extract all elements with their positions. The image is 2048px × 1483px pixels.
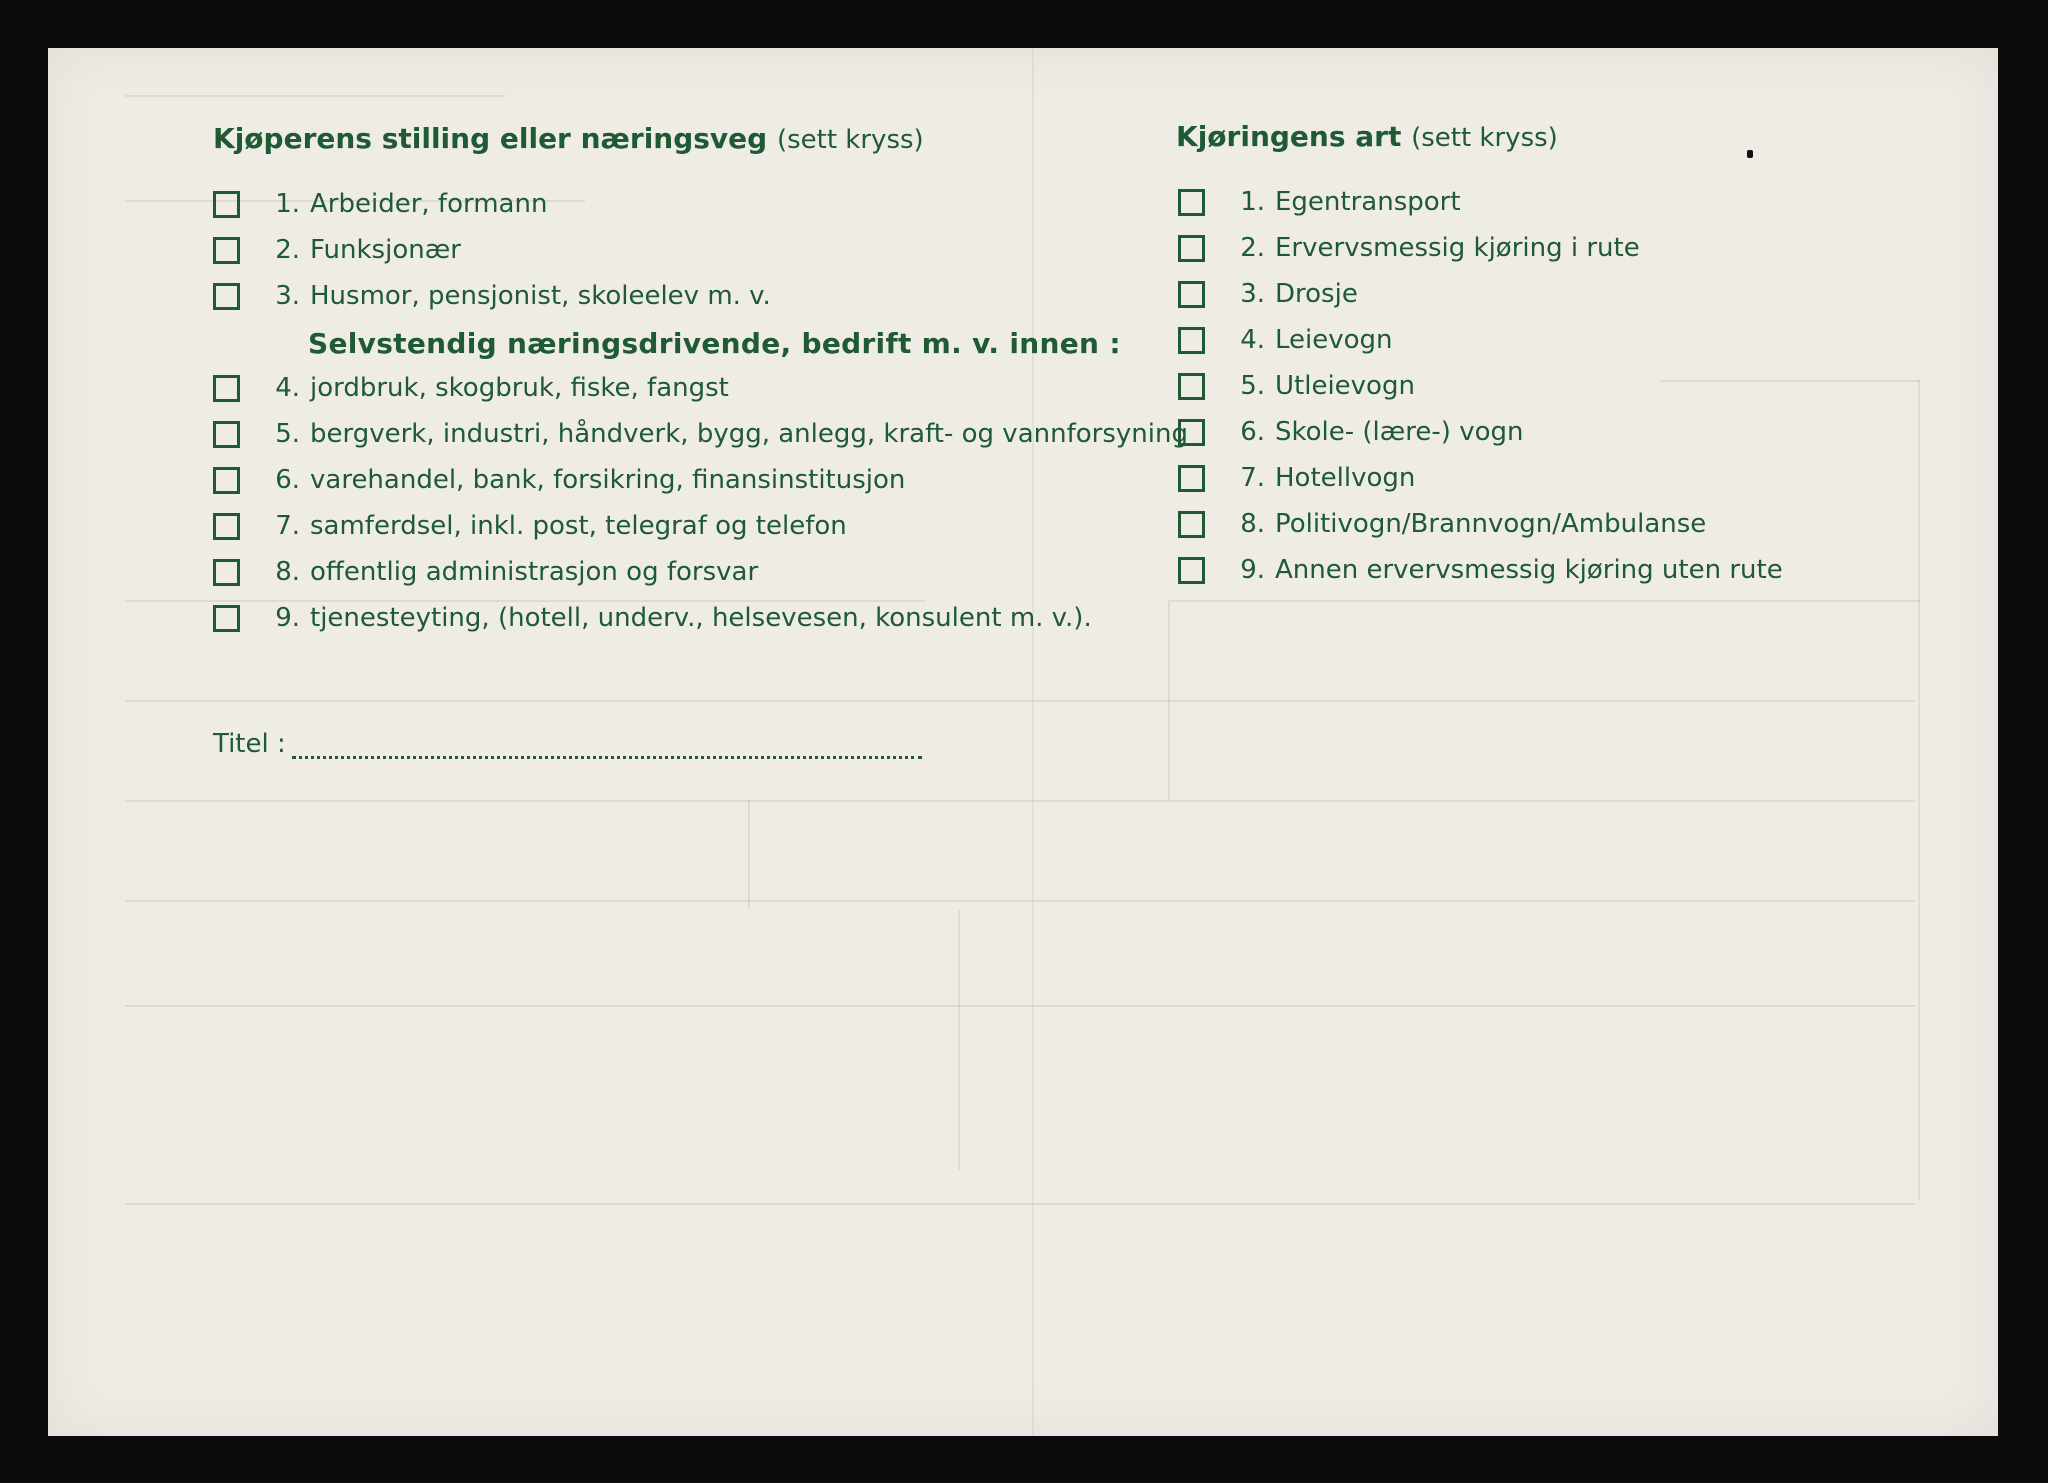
option-label: jordbruk, skogbruk, fiske, fangst (310, 373, 729, 403)
option-number: 6. (275, 465, 300, 495)
driving-option-3[interactable] (1178, 278, 1358, 310)
driving-type-title: Kjøringens art (1176, 120, 1402, 153)
checkbox[interactable] (1178, 373, 1205, 400)
option-number: 4. (1240, 325, 1265, 355)
option-label: Arbeider, formann (310, 189, 548, 219)
checkbox[interactable] (213, 513, 240, 540)
bleed-through-rule (125, 700, 1915, 702)
option-label: Drosje (1275, 279, 1358, 309)
option-number: 5. (275, 419, 300, 449)
occupation-option-1[interactable] (213, 188, 547, 220)
option-number: 8. (275, 557, 300, 587)
option-number: 7. (1240, 463, 1265, 493)
checkbox[interactable] (1178, 327, 1205, 354)
title-field-line[interactable] (292, 730, 922, 759)
option-number: 9. (275, 603, 300, 633)
bleed-through-rule (125, 900, 1915, 902)
driving-type-heading (1176, 120, 1558, 153)
option-label: Leievogn (1275, 325, 1393, 355)
checkbox[interactable] (1178, 235, 1205, 262)
driving-option-5[interactable] (1178, 370, 1415, 402)
driving-option-8[interactable] (1178, 508, 1706, 540)
buyer-occupation-heading (213, 122, 924, 155)
occupation-option-6[interactable] (213, 464, 905, 496)
checkbox[interactable] (213, 467, 240, 494)
bleed-through-rule (125, 1005, 1915, 1007)
bleed-through-rule (125, 800, 1915, 802)
option-label: Egentransport (1275, 187, 1461, 217)
driving-option-1[interactable] (1178, 186, 1461, 218)
occupation-option-9[interactable] (213, 602, 1092, 634)
buyer-occupation-note: (sett kryss) (776, 125, 924, 155)
checkbox[interactable] (213, 237, 240, 264)
bleed-through-divider (958, 910, 960, 1170)
option-number: 2. (1240, 233, 1265, 263)
option-number: 3. (1240, 279, 1265, 309)
option-label: varehandel, bank, forsikring, finansinstitusjon (310, 465, 906, 495)
ink-speck (1747, 150, 1753, 158)
checkbox[interactable] (1178, 465, 1205, 492)
option-number: 2. (275, 235, 300, 265)
option-number: 7. (275, 511, 300, 541)
bleed-through-rule (1170, 600, 1920, 602)
driving-option-2[interactable] (1178, 232, 1640, 264)
self-employed-subheading: Selvstendig næringsdrivende, bedrift m. v. innen : (308, 327, 1121, 360)
buyer-occupation-title: Kjøperens stilling eller næringsveg (213, 122, 768, 155)
option-number: 4. (275, 373, 300, 403)
occupation-option-8[interactable] (213, 556, 758, 588)
option-number: 1. (275, 189, 300, 219)
driving-option-7[interactable] (1178, 462, 1415, 494)
occupation-option-4[interactable] (213, 372, 729, 404)
title-field[interactable] (213, 729, 922, 759)
occupation-option-7[interactable] (213, 510, 847, 542)
checkbox[interactable] (213, 421, 240, 448)
checkbox[interactable] (213, 191, 240, 218)
option-number: 1. (1240, 187, 1265, 217)
option-label: bergverk, industri, håndverk, bygg, anlegg, kraft- og vannforsyning (310, 419, 1188, 449)
checkbox[interactable] (1178, 557, 1205, 584)
option-label: Annen ervervsmessig kjøring uten rute (1275, 555, 1783, 585)
checkbox[interactable] (1178, 281, 1205, 308)
checkbox[interactable] (213, 375, 240, 402)
option-label: samferdsel, inkl. post, telegraf og telefon (310, 511, 847, 541)
driving-option-4[interactable] (1178, 324, 1393, 356)
option-number: 9. (1240, 555, 1265, 585)
checkbox[interactable] (1178, 419, 1205, 446)
occupation-option-5[interactable] (213, 418, 1188, 450)
option-label: Hotellvogn (1275, 463, 1416, 493)
option-label: Husmor, pensjonist, skoleelev m. v. (310, 281, 771, 311)
option-number: 8. (1240, 509, 1265, 539)
option-label: Ervervsmessig kjøring i rute (1275, 233, 1640, 263)
option-label: offentlig administrasjon og forsvar (310, 557, 759, 587)
checkbox[interactable] (1178, 189, 1205, 216)
occupation-option-3[interactable] (213, 280, 771, 312)
center-fold (1032, 48, 1034, 1436)
title-field-label: Titel : (213, 729, 286, 759)
bleed-through-divider (1168, 600, 1170, 800)
driving-option-6[interactable] (1178, 416, 1524, 448)
option-label: Skole- (lære-) vogn (1275, 417, 1524, 447)
option-label: Politivogn/Brannvogn/Ambulanse (1275, 509, 1707, 539)
option-number: 5. (1240, 371, 1265, 401)
checkbox[interactable] (213, 605, 240, 632)
checkbox[interactable] (1178, 511, 1205, 538)
occupation-option-2[interactable] (213, 234, 461, 266)
bleed-through-divider (1918, 380, 1920, 1200)
option-number: 3. (275, 281, 300, 311)
bleed-through-rule (125, 1203, 1915, 1205)
option-number: 6. (1240, 417, 1265, 447)
option-label: Utleievogn (1275, 371, 1415, 401)
checkbox[interactable] (213, 559, 240, 586)
bleed-through-rule (125, 95, 505, 97)
driving-type-note: (sett kryss) (1411, 123, 1558, 153)
option-label: Funksjonær (310, 235, 461, 265)
driving-option-9[interactable] (1178, 554, 1783, 586)
bleed-through-divider (748, 800, 750, 910)
option-label: tjenesteyting, (hotell, underv., helsevesen, konsulent m. v.). (310, 603, 1092, 633)
bleed-through-rule (1660, 380, 1920, 382)
checkbox[interactable] (213, 283, 240, 310)
